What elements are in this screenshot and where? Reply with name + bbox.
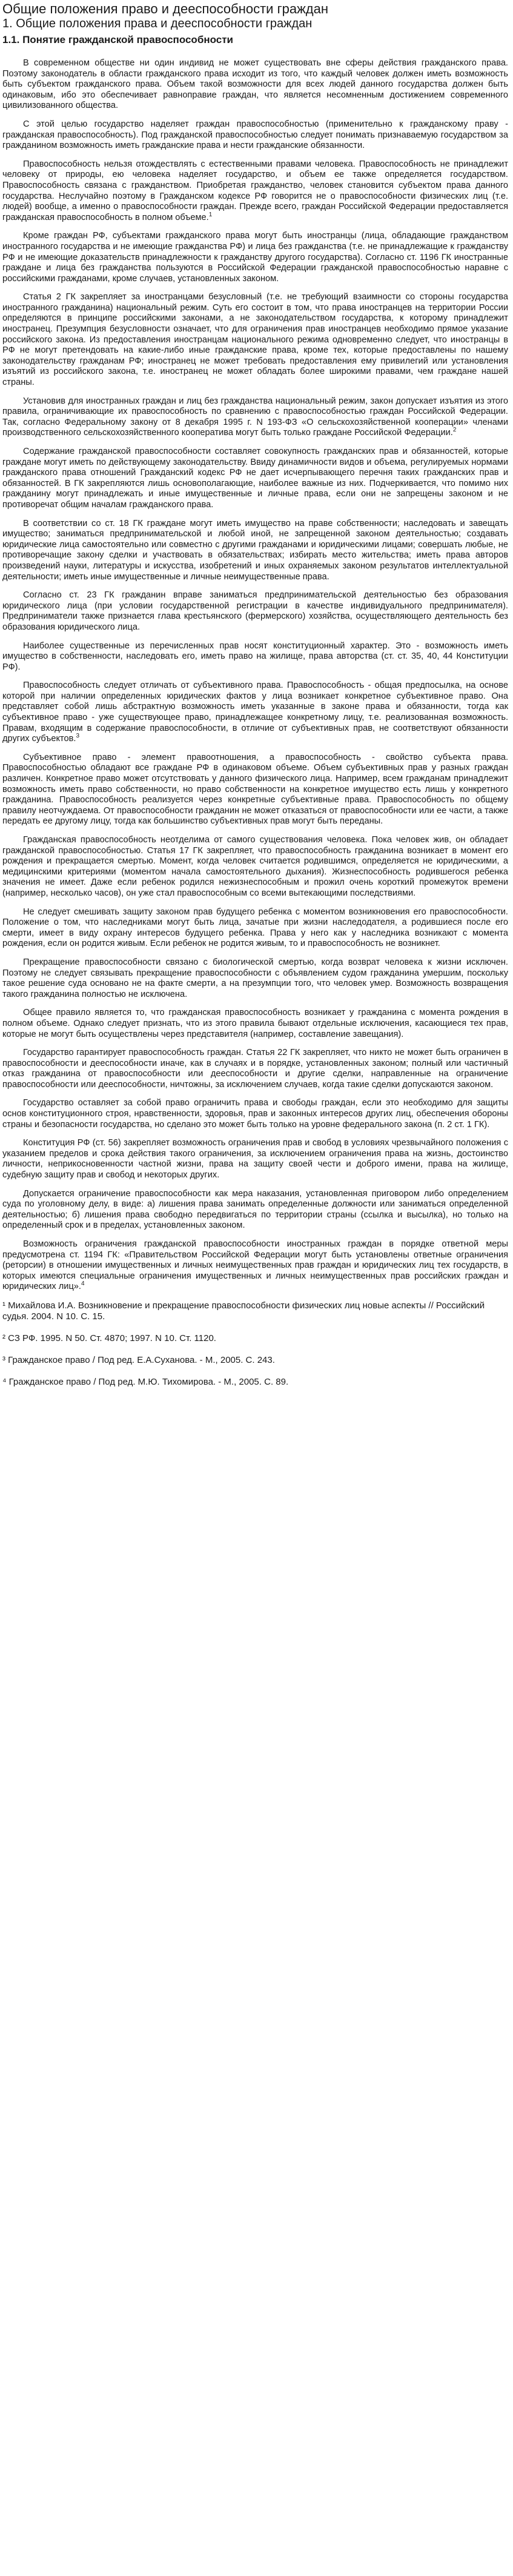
- document-body: [2, 58, 508, 1293]
- paragraph: С этой целью государство наделяет граждан правоспособностью (применительно к гражданскому праву - гражданская правоспособность). Под гражданской правоспособностью следует понимать признаваемую государством за гражданином возможность иметь гражданские права и нести гражданские обязанности.: [2, 119, 508, 151]
- section-heading: 1.1. Понятие гражданской правоспособности: [2, 34, 233, 45]
- paragraph: Общее правило является то, что гражданская правоспособность возникает у гражданина с момента рождения в полном объеме. Однако следует признать, что из этого правила бывают отдельные исключения, касающиеся тех прав, которые не могут быть осуществлены через представителя (например, составление завещания).: [2, 1008, 508, 1039]
- paragraph: Допускается ограничение правоспособности как мера наказания, установленная приговором либо определением суда по уголовному делу, в виде: а) лишения права занимать определенные должности или заниматься определенной деятельностью; б) лишения права свободно передвигаться по территории страны (ссылка и высылка), но только на определенный срок и в пределах, установленных законом.: [2, 1188, 508, 1231]
- footnotes: [2, 1300, 508, 1388]
- paragraph: Содержание гражданской правоспособности составляет совокупность гражданских прав и обязанностей, которые граждане могут иметь по действующему законодательству. Ввиду динамичности видов и объема, регулируемых нормами гражданского права отношений Гражданский кодекс РФ не дает исчерпывающего перечня таких гражданских прав и обязанностей. В ГК закрепляются лишь основополагающие, наиболее важные из них. Подчеркивается, что помимо них гражданину могут принадлежать и иные имущественные и личные права, если они не запрещены законом и не противоречат общим началам гражданского права.: [2, 447, 508, 510]
- paragraph: В современном обществе ни один индивид не может существовать вне сферы действия гражданского права. Поэтому законодатель в области гражданского права исходит из того, что каждый человек должен иметь возможность быть субъектом гражданского права. Объем такой возможности для всех людей данного государства должен быть одинаковым, ибо это обеспечивает равноправие граждан, что является несомненным достижением современного цивилизованного общества.: [2, 58, 508, 111]
- paragraph: [2, 159, 508, 224]
- paragraph-text: Правоспособность следует отличать от субъективного права. Правоспособность - общая предпосылка, на основе которой при наличии определенных юридических фактов у лица возникает конкретное субъективное право. Она представляет собой лишь абстрактную возможность иметь указанные в законе права и обязанности, тогда как субъективное право - уже существующее право, принадлежащее конкретному лицу, т.е. реализованная возможность. Правам, входящим в содержание правоспособности, в отличие от субъективных прав, не соответствуют обязанности других субъектов.: [2, 681, 508, 744]
- footnote-ref[interactable]: 3: [76, 733, 80, 740]
- paragraph-text: Установив для иностранных граждан и лиц без гражданства национальный режим, закон допускает изъятия из этого правила, ограничивающие их правоспособность по сравнению с правоспособностью граждан Российской Федерации. Так, согласно Федеральному закону от 8 декабря 1995 г. N 193-ФЗ «О сельскохозяйственной кооперации» членами производственного сельскохозяйственного кооператива могут быть только граждане Российской Федерации.: [2, 396, 508, 438]
- paragraph: Прекращение правоспособности связано с биологической смертью, когда возврат человека к жизни исключен. Поэтому не следует связывать прекращение правоспособности с объявлением судом гражданина умершим, поскольку такое решение суда основано не на факте смерти, а на презумпции того, что человек умер. Возможность возвращения такого гражданина полностью не исключена.: [2, 957, 508, 999]
- footnote: ² СЗ РФ. 1995. N 50. Ст. 4870; 1997. N 10. Ст. 1120.: [2, 1333, 216, 1343]
- footnote: ¹ Михайлова И.А. Возникновение и прекращение правоспособности физических лиц новые аспекты // Российский судья. 2004. N 10. С. 15.: [2, 1300, 485, 1322]
- page-title: Общие положения право и дееспособности граждан: [2, 1, 329, 16]
- paragraph: Государство гарантирует правоспособность граждан. Статья 22 ГК закрепляет, что никто не может быть ограничен в правоспособности и дееспособности иначе, как в случаях и в порядке, установленных законом; полный или частичный отказ гражданина от правоспособности или дееспособности и другие сделки, направленные на ограничение правоспособности или дееспособности, ничтожны, за исключением случаев, когда такие сделки допускаются законом.: [2, 1048, 508, 1090]
- footnote-ref[interactable]: 1: [208, 211, 213, 218]
- paragraph: Согласно ст. 23 ГК гражданин вправе заниматься предпринимательской деятельностью без образования юридического лица (при условии государственной регистрации в качестве индивидуального предпринимателя). Предприниматели также признается глава крестьянского (фермерского) хозяйства, осуществляющего деятельность без образования юридического лица.: [2, 590, 508, 632]
- paragraph: Наиболее существенные из перечисленных прав носят конституционный характер. Это - возможность иметь имущество в собственности, наследовать его, иметь право на жилище, права авторства (ст. ст. 35, 40, 44 Конституции РФ).: [2, 641, 508, 672]
- footnote: ³ Гражданское право / Под ред. Е.А.Суханова. - М., 2005. С. 243.: [2, 1354, 275, 1365]
- paragraph-text: Правоспособность нельзя отождествлять с естественными правами человека. Правоспособность не принадлежит человеку от природы, ею человека наделяет государство, и объем ее также определяется государством. Правоспособность связана с гражданством. Приобретая гражданство, человек становится субъектом права данного государства. Неслучайно поэтому в Гражданском кодексе РФ говорится не о правоспособности физических лиц (т.е. людей) вообще, а именно о правоспособности граждан. Прежде всего, граждан Российской Федерации предоставляется гражданская правоспособность в полном объеме.: [2, 159, 508, 222]
- paragraph: [2, 1239, 508, 1293]
- paragraph: В соответствии со ст. 18 ГК граждане могут иметь имущество на праве собственности; наследовать и завещать имущество; заниматься предпринимательской и любой иной, не запрещенной законом деятельностью; создавать юридические лица самостоятельно или совместно с другими гражданами и юридическими лицами; совершать любые, не противоречащие закону сделки и участвовать в обязательствах; избирать место жительства; иметь права авторов произведений науки, литературы и искусства, изобретений и иных охраняемых законом результатов интеллектуальной деятельности; иметь иные имущественные и личные неимущественные права.: [2, 518, 508, 582]
- footnote: ⁴ Гражданское право / Под ред. М.Ю. Тихомирова. - М., 2005. С. 89.: [2, 1376, 289, 1387]
- paragraph: [2, 681, 508, 745]
- paragraph: [2, 396, 508, 439]
- document-page: [0, 1, 513, 1388]
- paragraph: Кроме граждан РФ, субъектами гражданского права могут быть иностранцы (лица, обладающие гражданством иностранного государства и не имеющие гражданства РФ) и лица без гражданства (т.е. не принадлежащие к гражданству РФ и не имеющие доказательств принадлежности к гражданству другого государства). Согласно ст. 1196 ГК иностранные граждане и лица без гражданства пользуются в Российской Федерации гражданской правоспособностью наравне с российскими гражданами, кроме случаев, установленных законом.: [2, 231, 508, 284]
- paragraph: Государство оставляет за собой право ограничить права и свободы граждан, если это необходимо для защиты основ конституционного строя, нравственности, здоровья, прав и законных интересов других лиц, обеспечения обороны страны и безопасности государства, но сделано это может быть только на уровне федерального закона (п. 2 ст. 1 ГК).: [2, 1098, 508, 1130]
- chapter-heading: 1. Общие положения права и дееспособности граждан: [2, 17, 313, 30]
- paragraph: Гражданская правоспособность неотделима от самого существования человека. Пока человек жив, он обладает гражданской правоспособностью. Статья 17 ГК закрепляет, что правоспособность гражданина возникает в момент его рождения и прекращается смертью. Момент, когда человек считается родившимся, определяется не юридическими, а медицинскими критериями (моментом начала самостоятельного дыхания). Жизнеспособность родившегося ребенка значения не имеет. Даже если ребенок родился нежизнеспособным и прожил очень короткий промежуток времени (например, несколько часов), он уже стал правоспособным со всеми вытекающими последствиями.: [2, 835, 508, 898]
- paragraph: Статья 2 ГК закрепляет за иностранцами безусловный (т.е. не требующий взаимности со стороны государства иностранного гражданина) национальный режим. Суть его состоит в том, что права иностранцев на территории России определяются в принципе российскими законами, а не законодательством государства, к которому принадлежит иностранец. Презумпция безусловности означает, что для ограничения прав иностранцев необходимо прямое указание российского закона. Из предоставления иностранцам национального режима одновременно следует, что иностранцы в РФ не могут претендовать на какие-либо иные гражданские права, кроме тех, которые предоставлены по нашему законодательству гражданам РФ; иностранец не может требовать предоставления ему привилегий или установления изъятий из российского закона, т.е. иностранец не может обладать более широкими правами, чем граждане нашей страны.: [2, 292, 508, 388]
- footnote-ref[interactable]: 2: [452, 427, 457, 434]
- paragraph-text: Возможность ограничения гражданской правоспособности иностранных граждан в порядке ответной меры предусмотрена ст. 1194 ГК: «Правительством Российской Федерации могут быть установлены ответные ограничения (реторсии) в отношении имущественных и личных неимущественных прав граждан и юридических лиц тех государств, в которых имеются специальные ограничения имущественных и личных неимущественных прав российских граждан и юридических лиц».: [2, 1239, 508, 1292]
- paragraph: Не следует смешивать защиту законом прав будущего ребенка с моментом возникновения его правоспособности. Положение о том, что наследниками могут быть лица, зачатые при жизни наследодателя, а родившиеся после его смерти, имеет в виду охрану интересов будущего ребенка. Права у него как у наследника возникают с момента рождения, если он родится живым. Если ребенок не родится живым, то и правоспособность не возникнет.: [2, 907, 508, 949]
- footnote-ref[interactable]: 4: [81, 1280, 85, 1288]
- paragraph: Субъективное право - элемент правоотношения, а правоспособность - свойство субъекта права. Правоспособностью обладают все граждане РФ в одинаковом объеме. Объем субъективных прав у разных граждан различен. Конкретное право может отсутствовать у данного физического лица. Например, всем гражданам принадлежит возможность иметь право собственности, но право собственности на конкретное имущество есть лишь у конкретного гражданина. Правоспособность реализуется через конкретные субъективные права. Правоспособность по общему правилу неотчуждаема. От правоспособности гражданин не может отказаться от правоспособности или ее части, а также передать ее другому лицу, тогда как большинство субъективных прав могут быть переданы.: [2, 752, 508, 827]
- paragraph: Конституция РФ (ст. 56) закрепляет возможность ограничения прав и свобод в условиях чрезвычайного положения с указанием пределов и срока действия такого ограничения, за исключением ограничения права на жизнь, достоинство личности, неприкосновенности частной жизни, права на защиту своей чести и доброго имени, права на жилище, судебную защиту прав и свобод и некоторых других.: [2, 1138, 508, 1180]
